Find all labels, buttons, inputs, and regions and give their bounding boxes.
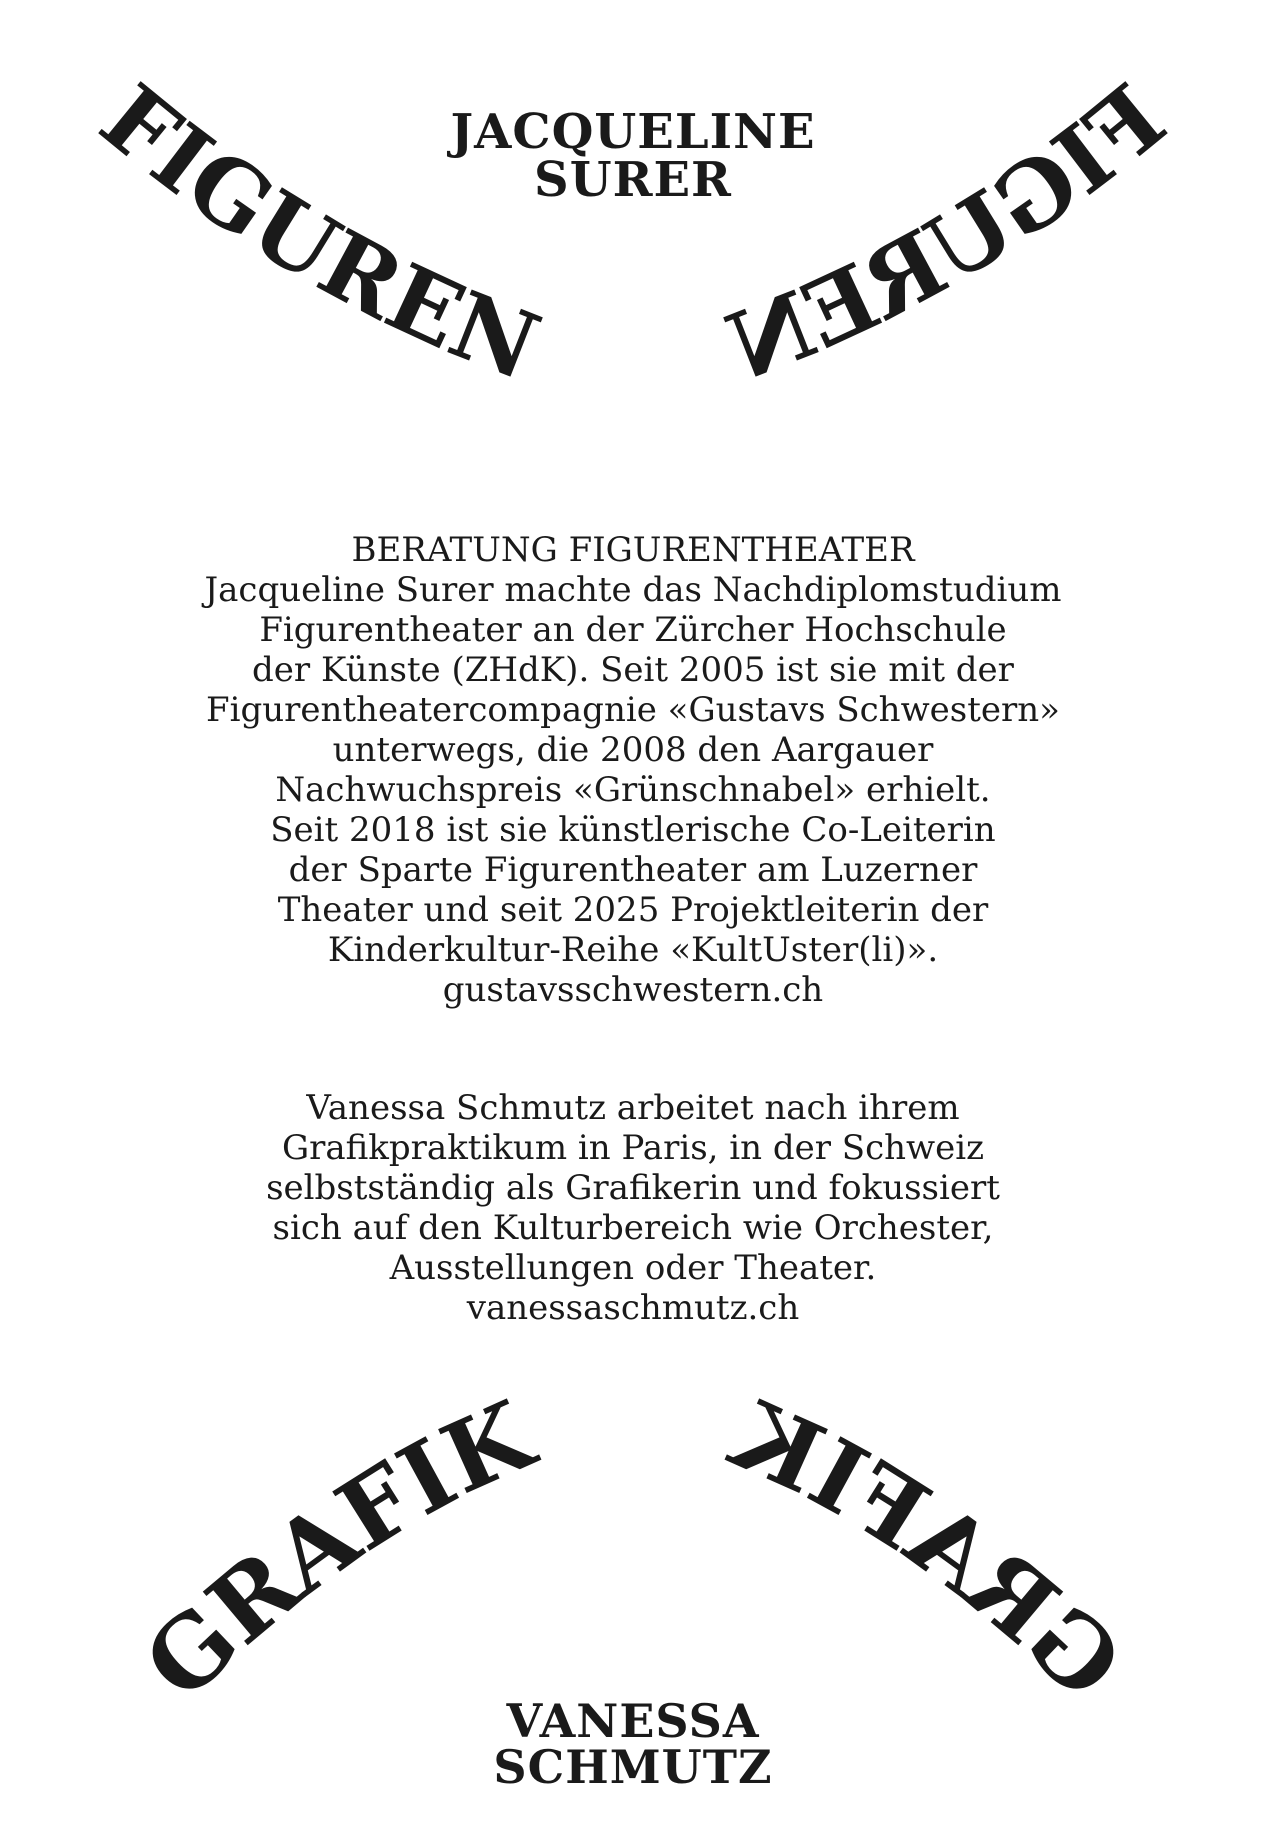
top-arc-right-text: FIGUREN xyxy=(712,63,1185,402)
bottom-arc-left-text: GRAFIK xyxy=(122,1380,549,1722)
bio-1-line: Figurentheater an der Zürcher Hochschule xyxy=(259,610,1007,650)
bottom-arc-right-mirrored xyxy=(715,1380,1144,1721)
bio-1-heading: BERATUNG FIGURENTHEATER xyxy=(351,530,915,570)
top-name-line1: JACQUELINE xyxy=(450,104,816,160)
bio-2-line: selbstständig als Grafikerin und fokussiert xyxy=(266,1168,1000,1208)
bio-1-line: Seit 2018 ist sie künstlerische Co-Leiterin xyxy=(270,810,996,850)
bio-1-line: Kinderkultur-Reihe «KultUster(li)». xyxy=(327,930,939,970)
bio-1-website: gustavsschwestern.ch xyxy=(442,970,824,1010)
top-arc-graphic xyxy=(0,0,1266,460)
bio-2-website: vanessaschmutz.ch xyxy=(466,1288,800,1328)
bio-1-line: unterwegs, die 2008 den Aargauer xyxy=(332,730,934,770)
bio-2-line: sich auf den Kulturbereich wie Orchester, xyxy=(272,1208,994,1248)
bottom-name-line2: SCHMUTZ xyxy=(493,1740,773,1794)
top-name-line2: SURER xyxy=(534,152,732,208)
bottom-name-line1: VANESSA xyxy=(506,1694,760,1748)
bio-1-line: Nachwuchspreis «Grünschnabel» erhielt. xyxy=(275,770,991,810)
bio-jacqueline-surer xyxy=(150,530,1116,1010)
bio-1-line: Jacqueline Surer machte das Nachdiplomstudium xyxy=(204,570,1062,610)
bio-vanessa-schmutz xyxy=(150,1088,1116,1328)
bio-1-line: der Künste (ZHdK). Seit 2005 ist sie mit der xyxy=(252,650,1014,690)
top-arc-left-text: FIGUREN xyxy=(81,63,554,402)
bio-2-line: Ausstellungen oder Theater. xyxy=(389,1248,877,1288)
bottom-arc-right-text: GRAFIK xyxy=(717,1380,1144,1722)
bio-1-line: der Sparte Figurentheater am Luzerner xyxy=(288,850,978,890)
bottom-name-block xyxy=(0,1694,1266,1794)
bio-1-line: Theater und seit 2025 Projektleiterin der xyxy=(277,890,989,930)
bio-1-line: Figurentheatercompagnie «Gustavs Schwestern» xyxy=(206,690,1060,730)
top-name-block xyxy=(0,104,1266,208)
bio-2-line: Vanessa Schmutz arbeitet nach ihrem xyxy=(306,1088,960,1128)
bio-2-line: Grafikpraktikum in Paris, in der Schweiz xyxy=(281,1128,985,1168)
